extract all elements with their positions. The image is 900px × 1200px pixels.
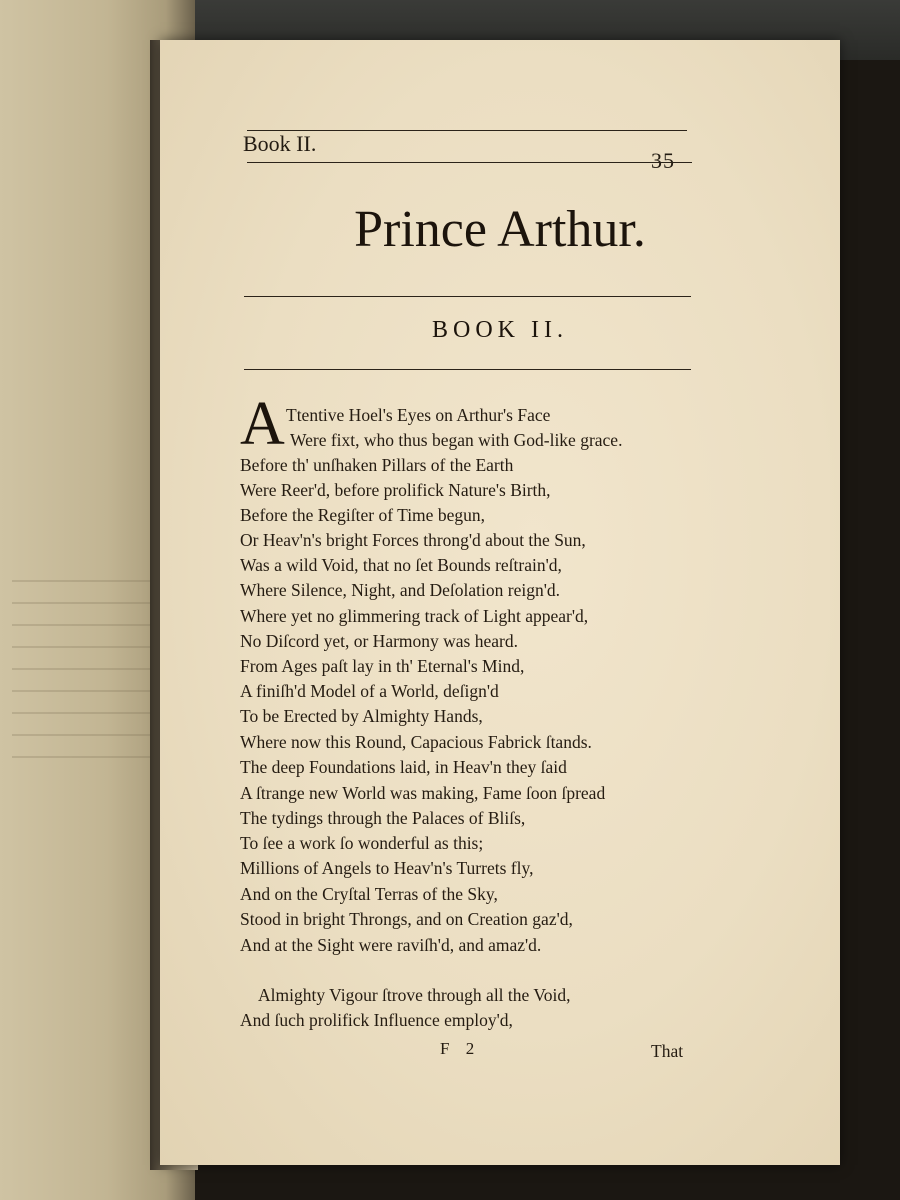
verse-line: And ſuch prolifick Influence employ'd,: [240, 1010, 513, 1030]
verse-line: The deep Foundations laid, in Heav'n they ſaid: [240, 757, 567, 777]
heading-rule: [244, 369, 691, 370]
head-rule: [247, 162, 692, 163]
verse-line: And on the Cryſtal Terras of the Sky,: [240, 884, 498, 904]
verse-line: Where Silence, Night, and Deſolation reign'd.: [240, 580, 560, 600]
verse-line: To ſee a work ſo wonderful as this;: [240, 833, 484, 853]
page-title: Prince Arthur.: [354, 201, 646, 258]
verse-line: Millions of Angels to Heav'n's Turrets fly,: [240, 858, 534, 878]
verse-line: Almighty Vigour ſtrove through all the Void,: [258, 985, 571, 1005]
drop-cap: A: [240, 390, 285, 458]
running-head: Book II.: [243, 131, 317, 156]
verse-line: Or Heav'n's bright Forces throng'd about the Sun,: [240, 530, 586, 550]
book-heading: BOOK II.: [432, 317, 568, 343]
verse-line: Were Reer'd, before prolifick Nature's Birth,: [240, 480, 551, 500]
verse-line: Before the Regiſter of Time begun,: [240, 505, 485, 525]
verse-line: Where now this Round, Capacious Fabrick ſtands.: [240, 732, 592, 752]
catchword: That: [651, 1041, 684, 1061]
verse-line: To be Erected by Almighty Hands,: [240, 706, 483, 726]
verse-line: Was a wild Void, that no ſet Bounds reſtrain'd,: [240, 555, 562, 575]
signature-mark: F 2: [440, 1039, 481, 1058]
verse-line: The tydings through the Palaces of Bliſs,: [240, 808, 526, 828]
page-number: 35: [651, 148, 675, 173]
verse-line: No Diſcord yet, or Harmony was heard.: [240, 631, 518, 651]
bleed-through-text: [12, 560, 162, 760]
title-rule: [244, 296, 691, 297]
verse-line: A ſtrange new World was making, Fame ſoon ſpread: [240, 783, 606, 803]
verse-line: Ttentive Hoel's Eyes on Arthur's Face: [286, 405, 551, 425]
verse-line: Before th' unſhaken Pillars of the Earth: [240, 455, 514, 475]
verse-line: From Ages paſt lay in th' Eternal's Mind,: [240, 656, 525, 676]
verse-line: Were fixt, who thus began with God-like grace.: [290, 430, 623, 450]
verse-line: A finiſh'd Model of a World, deſign'd: [240, 681, 499, 701]
verse-line: And at the Sight were raviſh'd, and amaz'd.: [240, 935, 542, 955]
verse-line: Stood in bright Throngs, and on Creation gaz'd,: [240, 909, 573, 929]
verse-line: Where yet no glimmering track of Light appear'd,: [240, 606, 589, 626]
